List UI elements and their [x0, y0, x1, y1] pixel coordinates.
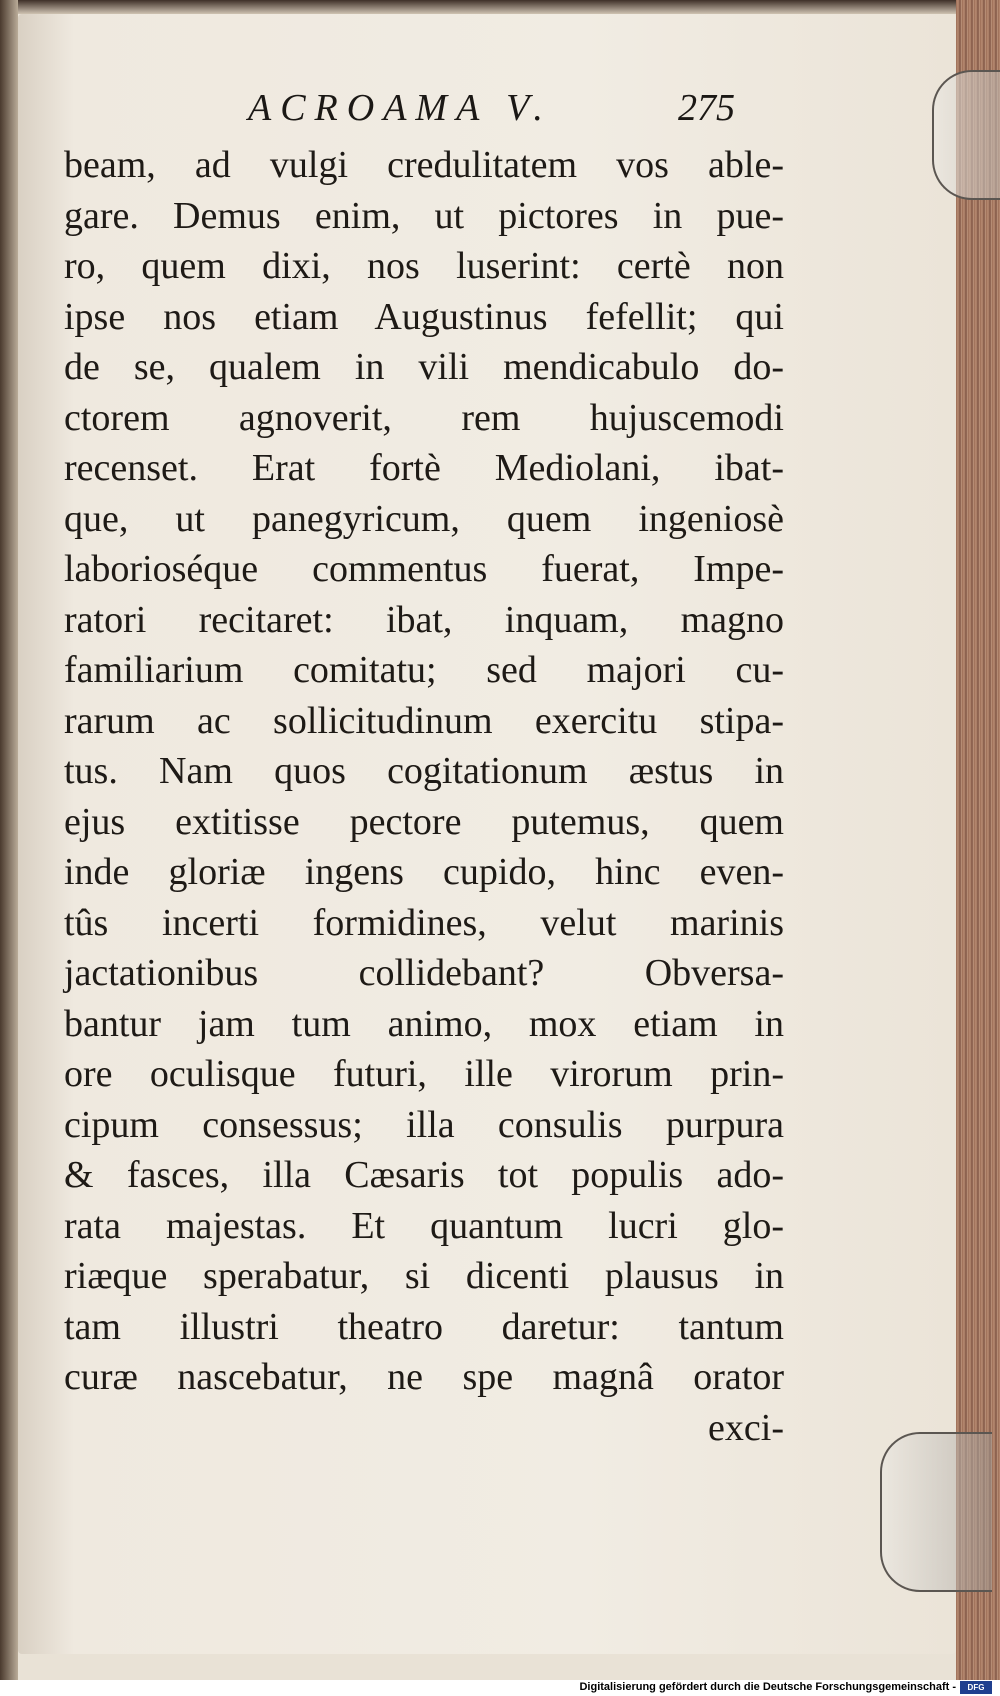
- text-line: riæque sperabatur, si dicenti plausus in: [64, 1255, 784, 1297]
- page-clip-bottom: [880, 1432, 992, 1592]
- text-line: curæ nascebatur, ne spe magnâ orator: [64, 1356, 784, 1398]
- text-line: familiarium comitatu; sed majori cu-: [64, 649, 784, 691]
- body-text: [64, 140, 784, 1453]
- text-line: gare. Demus enim, ut pictores in pue-: [64, 194, 784, 237]
- catchword: exci-: [708, 1406, 784, 1449]
- text-line: que, ut panegyricum, quem ingeniosè: [64, 497, 784, 540]
- text-line: rarum ac sollicitudinum exercitu stipa-: [64, 699, 784, 742]
- page-number: 275: [678, 87, 735, 129]
- text-line: de se, qualem in vili mendicabulo do-: [64, 346, 784, 388]
- text-line: beam, ad vulgi credulitatem vos able-: [64, 144, 784, 186]
- text-line: ro, quem dixi, nos luserint: certè non: [64, 245, 784, 287]
- text-line: inde gloriæ ingens cupido, hinc even-: [64, 851, 784, 893]
- text-line: jactationibus collidebant? Obversa-: [64, 952, 784, 994]
- text-line: tus. Nam quos cogitationum æstus in: [64, 750, 784, 792]
- text-line: ejus extitisse pectore putemus, quem: [64, 800, 784, 843]
- running-head: ACROAMA V.: [248, 87, 552, 129]
- text-line: laborioséque commentus fuerat, Impe-: [64, 548, 784, 590]
- page-edges: [956, 0, 1000, 1680]
- page-header: [0, 86, 1000, 136]
- text-line: ratori recitaret: ibat, inquam, magno: [64, 598, 784, 641]
- text-line: recenset. Erat fortè Mediolani, ibat-: [64, 447, 784, 489]
- funding-credit: Digitalisierung gefördert durch die Deutsche Forschungsgemeinschaft -: [579, 1681, 956, 1693]
- book-top-edge: [0, 0, 1000, 14]
- text-line: & fasces, illa Cæsaris tot populis ado-: [64, 1154, 784, 1196]
- text-line: bantur jam tum animo, mox etiam in: [64, 1002, 784, 1045]
- text-line: ore oculisque futuri, ille virorum prin-: [64, 1053, 784, 1095]
- text-line: ctorem agnoverit, rem hujuscemodi: [64, 396, 784, 439]
- text-line: ipse nos etiam Augustinus fefellit; qui: [64, 295, 784, 338]
- text-line: rata majestas. Et quantum lucri glo-: [64, 1204, 784, 1247]
- text-line: tûs incerti formidines, velut marinis: [64, 901, 784, 944]
- digitization-footer: [0, 1680, 1000, 1696]
- text-line: cipum consessus; illa consulis purpura: [64, 1103, 784, 1146]
- dfg-logo: DFG: [960, 1681, 992, 1694]
- book-left-edge: [0, 0, 18, 1680]
- text-line: tam illustri theatro daretur: tantum: [64, 1305, 784, 1348]
